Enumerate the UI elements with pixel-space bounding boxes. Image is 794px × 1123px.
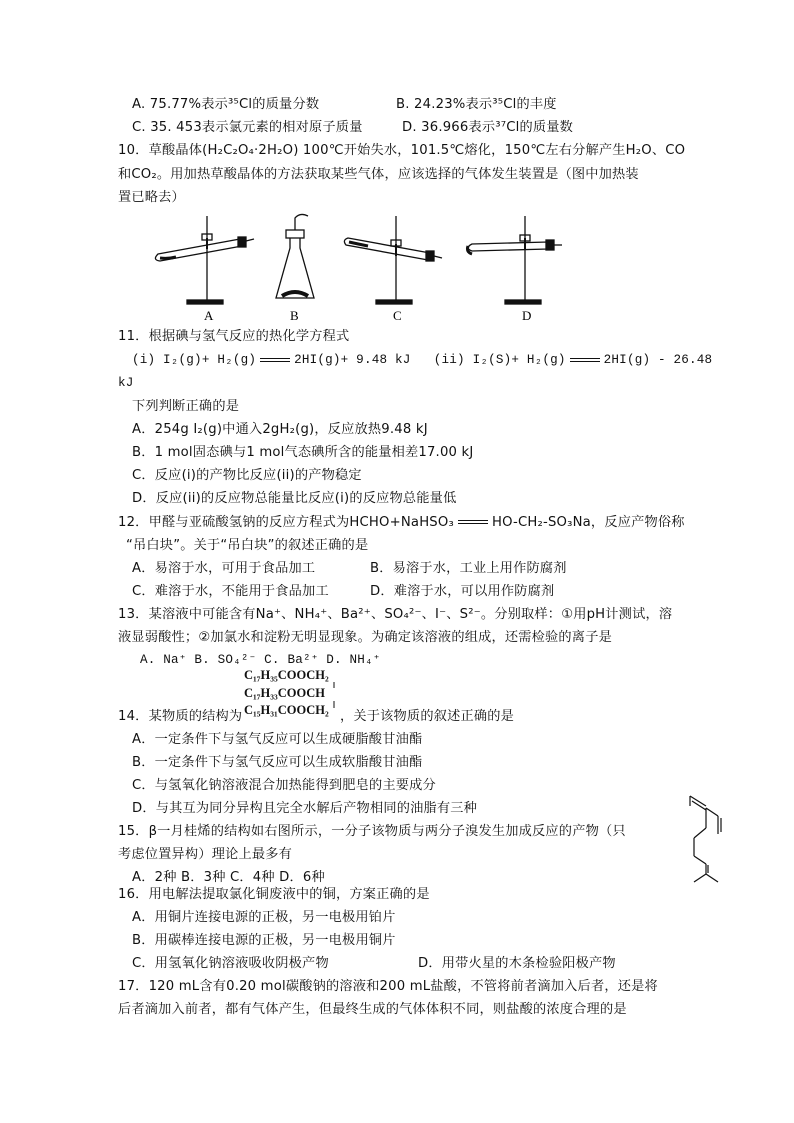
q15-options: A．2种 B．3种 C．4种 D．6种 bbox=[132, 870, 325, 885]
q11-eq-ii-left: (ii) I₂(S)+ H₂(g) bbox=[433, 353, 566, 367]
q11-option-c: C．反应(i)的产物比反应(ii)的产物稳定 bbox=[132, 468, 362, 483]
q10-label-b: B bbox=[290, 308, 299, 323]
apparatus-b bbox=[276, 214, 314, 298]
q14-formula-line3: C₁₅H₃₁COOCH₂ bbox=[244, 703, 329, 717]
q12-option-c: C．难溶于水，不能用于食品加工 bbox=[132, 584, 329, 599]
q15-stem-line1: 15．β一月桂烯的结构如右图所示，一分子该物质与两分子溴发生加成反应的产物（只 bbox=[118, 824, 626, 839]
q11-stem: 11．根据碘与氢气反应的热化学方程式 bbox=[118, 329, 350, 344]
q11-eq-i-left: (i) I₂(g)+ H₂(g) bbox=[132, 353, 257, 367]
q14-triglyceride-structure bbox=[244, 668, 344, 720]
q16-stem: 16．用电解法提取氯化铜废液中的铜，方案正确的是 bbox=[118, 887, 430, 902]
q17-stem-line1: 17．120 mL含有0.20 mol碳酸钠的溶液和200 mL盐酸，不管将前者滴加入后者，还是将 bbox=[118, 979, 658, 994]
q9-option-d: D. 36.966表示³⁷Cl的质量数 bbox=[402, 120, 574, 135]
q9-option-b: B. 24.23%表示³⁵Cl的丰度 bbox=[396, 97, 557, 112]
q11-eq-ii-right: 2HI(g) - 26.48 bbox=[603, 353, 713, 367]
apparatus-a bbox=[155, 216, 254, 304]
q16-option-b: B．用碳棒连接电源的正极，另一电极用铜片 bbox=[132, 933, 396, 948]
q10-stem-line1: 10．草酸晶体(H₂C₂O₄·2H₂O) 100℃开始失水，101.5℃熔化，150℃左右分解产生H₂O、CO bbox=[118, 143, 686, 158]
q14-bond-lines bbox=[332, 680, 336, 710]
q12-stem-line2: “吊白块”。关于“吊白块”的叙述正确的是 bbox=[126, 538, 369, 553]
apparatus-c bbox=[344, 216, 442, 304]
q13-stem-line2: 液显弱酸性；②加氯水和淀粉无明显现象。为确定该溶液的组成，还需检验的离子是 bbox=[118, 630, 612, 645]
q14-option-b: B．一定条件下与氢气反应可以生成软脂酸甘油酯 bbox=[132, 755, 423, 770]
q11-prompt: 下列判断正确的是 bbox=[132, 399, 240, 414]
q16-option-d: D．用带火星的木条检验阳极产物 bbox=[418, 956, 616, 971]
q14-formula-line1: C₁₇H₃₅COOCH₂ bbox=[244, 668, 329, 682]
q10-label-c: C bbox=[393, 308, 402, 323]
q11-option-d: D．反应(ii)的反应物总能量比反应(i)的反应物总能量低 bbox=[132, 491, 457, 506]
q12-option-b: B．易溶于水，工业上用作防腐剂 bbox=[370, 561, 567, 576]
equilibrium-arrow-icon bbox=[458, 518, 488, 526]
q10-apparatus-figure bbox=[150, 208, 580, 326]
q12-stem-left: 12．甲醛与亚硫酸氢钠的反应方程式为HCHO+NaHSO₃ bbox=[118, 515, 454, 530]
q16-option-a: A．用铜片连接电源的正极，另一电极用铂片 bbox=[132, 910, 396, 925]
q13-options: A. Na⁺ B. SO₄²⁻ C. Ba²⁺ D. NH₄⁺ bbox=[140, 653, 381, 667]
q14-option-c: C．与氢氧化钠溶液混合加热能得到肥皂的主要成分 bbox=[132, 778, 436, 793]
q10-stem-line3: 置已略去） bbox=[118, 190, 185, 205]
q16-option-c: C．用氢氧化钠溶液吸收阴极产物 bbox=[132, 956, 329, 971]
equilibrium-arrow-icon bbox=[260, 356, 290, 364]
q12-option-a: A．易溶于水，可用于食品加工 bbox=[132, 561, 316, 576]
myrcene-structure-icon bbox=[670, 794, 726, 894]
q9-option-c: C. 35. 453表示氯元素的相对原子质量 bbox=[132, 120, 363, 135]
q10-label-a: A bbox=[204, 308, 214, 323]
q9-option-a: A. 75.77%表示³⁵Cl的质量分数 bbox=[132, 97, 320, 112]
q12-stem-right: HO-CH₂-SO₃Na，反应产物俗称 bbox=[491, 515, 685, 530]
apparatus-d bbox=[468, 216, 563, 304]
q14-option-d: D．与其互为同分异构且完全水解后产物相同的油脂有三种 bbox=[132, 801, 478, 816]
q11-option-b: B．1 mol固态碘与1 mol气态碘所含的能量相差17.00 kJ bbox=[132, 445, 474, 460]
q13-stem-line1: 13．某溶液中可能含有Na⁺、NH₄⁺、Ba²⁺、SO₄²⁻、I⁻、S²⁻。分别取样：①用pH计测试，溶 bbox=[118, 607, 673, 622]
q11-equation-line bbox=[132, 352, 712, 369]
q12-stem-line1 bbox=[118, 514, 685, 531]
q10-stem-line2: 和CO₂。用加热草酸晶体的方法获取某些气体，应该选择的气体发生装置是（图中加热装 bbox=[118, 167, 639, 182]
equilibrium-arrow-icon bbox=[570, 356, 600, 364]
q14-stem-left: 14．某物质的结构为 bbox=[118, 709, 243, 724]
q10-label-d: D bbox=[522, 308, 532, 323]
q14-formula-line2: C₁₇H₃₃COOCH bbox=[244, 686, 325, 700]
q11-eq-i-right: 2HI(g)+ 9.48 kJ bbox=[294, 353, 411, 367]
q14-stem-right: ，关于该物质的叙述正确的是 bbox=[340, 709, 515, 724]
q11-option-a: A．254g I₂(g)中通入2gH₂(g)，反应放热9.48 kJ bbox=[132, 422, 428, 437]
q11-eq-continuation: kJ bbox=[118, 376, 134, 390]
q12-option-d: D．难溶于水，可以用作防腐剂 bbox=[370, 584, 555, 599]
q14-option-a: A．一定条件下与氢气反应可以生成硬脂酸甘油酯 bbox=[132, 732, 423, 747]
q15-stem-line2: 考虑位置异构）理论上最多有 bbox=[118, 847, 293, 862]
q17-stem-line2: 后者滴加入前者，都有气体产生，但最终生成的气体体积不同，则盐酸的浓度合理的是 bbox=[118, 1002, 627, 1017]
